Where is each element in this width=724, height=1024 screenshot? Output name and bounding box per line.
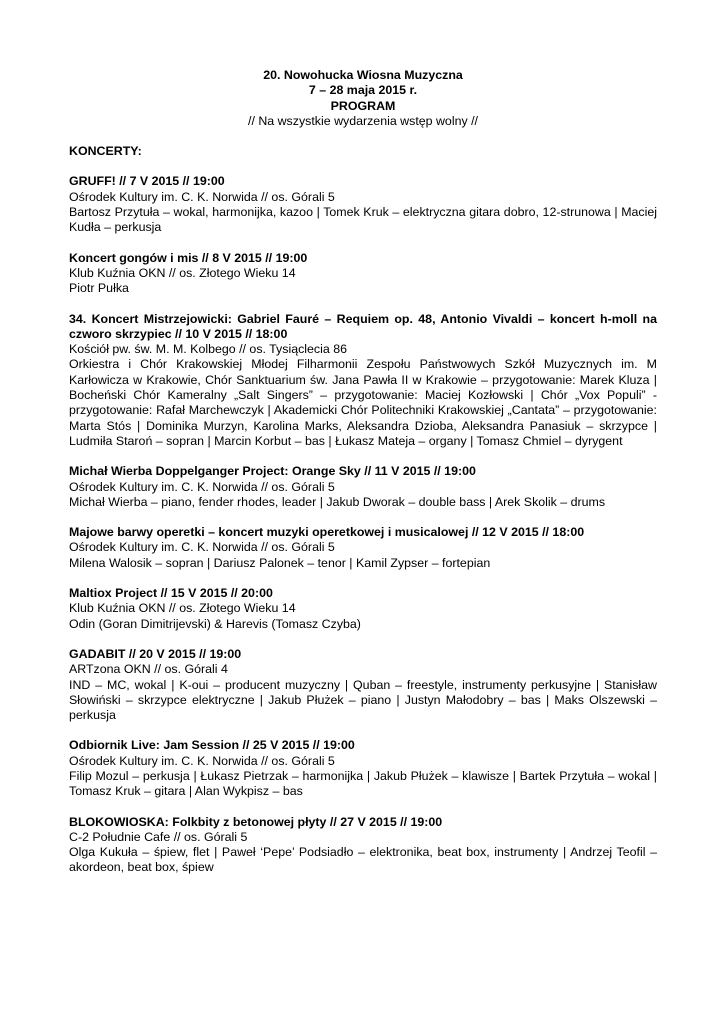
event-title: Maltiox Project // 15 V 2015 // 20:00: [69, 586, 273, 601]
event-performers: Milena Walosik – sopran | Dariusz Palonek – tenor | Kamil Zypser – fortepian: [69, 555, 491, 570]
event-title: Michał Wierba Doppelganger Project: Orange Sky // 11 V 2015 // 19:00: [69, 464, 476, 479]
event-venue: Ośrodek Kultury im. C. K. Norwida // os. Górali 5: [69, 479, 335, 494]
event-venue: Ośrodek Kultury im. C. K. Norwida // os. Górali 5: [69, 189, 335, 204]
event-block: [69, 586, 657, 632]
festival-dates: 7 – 28 maja 2015 r.: [308, 83, 418, 98]
event-block: [69, 251, 657, 297]
event-venue: Klub Kuźnia OKN // os. Złotego Wieku 14: [69, 265, 296, 280]
event-title: GADABIT // 20 V 2015 // 19:00: [69, 646, 242, 661]
event-performers: Piotr Pułka: [69, 281, 129, 296]
document-page: [69, 68, 657, 876]
program-heading: PROGRAM: [330, 98, 396, 113]
event-block: [69, 464, 657, 510]
event-performers: Orkiestra i Chór Krakowskiej Młodej Filharmonii Zespołu Państwowych Szkół Muzycznych im. M Karłowicza w Krakowie, Chór Sanktuarium św. Jana Pawła II w Krakowie – przygotowanie: Marek Kluza | Bocheński Chór Kameralny „Salt Singers” – przygotowanie: Maciej Kozłowski | Chór „Vox Populi” - przygotowanie: Rafał Marchewczyk | Akademicki Chór Politechniki Krakowskiej „Cantata” – przygotowanie: Marta Stós | Dominika Murzyn, Karolina Marks, Aleksandra Dzioba, Aleksandra Panasiuk – skrzypce | Ludmiła Staroń – sopran | Marcin Korbut – bas | Łukasz Mateja – organy | Tomasz Chmiel – dyrygent: [69, 357, 657, 448]
event-block: [69, 525, 657, 571]
event-title: Odbiornik Live: Jam Session // 25 V 2015 // 19:00: [69, 738, 355, 753]
event-title: Majowe barwy operetki – koncert muzyki operetkowej i musicalowej // 12 V 2015 // 18:00: [69, 525, 585, 540]
event-performers: Michał Wierba – piano, fender rhodes, leader | Jakub Dworak – double bass | Arek Skolik – drums: [69, 494, 606, 509]
event-title: GRUFF! // 7 V 2015 // 19:00: [69, 174, 225, 189]
event-venue: Klub Kuźnia OKN // os. Złotego Wieku 14: [69, 601, 296, 616]
event-block: [69, 647, 657, 723]
event-performers: Bartosz Przytuła – wokal, harmonijka, kazoo | Tomek Kruk – elektryczna gitara dobro, 12-strunowa | Maciej Kudła – perkusja: [69, 205, 657, 235]
event-block: [69, 312, 657, 450]
free-entry-note: // Na wszystkie wydarzenia wstęp wolny //: [248, 113, 478, 128]
event-block: [69, 174, 657, 235]
event-title: Koncert gongów i mis // 8 V 2015 // 19:00: [69, 250, 308, 265]
event-performers: IND – MC, wokal | K-oui – producent muzyczny | Quban – freestyle, instrumenty perkusyjne | Stanisław Słowiński – skrzypce elektryczne | Jakub Płużek – piano | Justyn Małodobry – bas | Maks Olszewski – perkusja: [69, 677, 657, 723]
event-block: [69, 738, 657, 799]
event-block: [69, 815, 657, 876]
event-performers: Olga Kukuła – śpiew, flet | Paweł ‘Pepe’ Podsiadło – elektronika, beat box, instrumenty | Andrzej Teofil – akordeon, beat box, śpiew: [69, 845, 657, 875]
festival-title: 20. Nowohucka Wiosna Muzyczna: [263, 68, 463, 82]
event-venue: Ośrodek Kultury im. C. K. Norwida // os. Górali 5: [69, 540, 335, 555]
event-venue: C-2 Południe Cafe // os. Górali 5: [69, 829, 248, 844]
event-title: 34. Koncert Mistrzejowicki: Gabriel Fauré – Requiem op. 48, Antonio Vivaldi – koncert h-moll na czworo skrzypiec // 10 V 2015 // 18:00: [69, 311, 657, 341]
event-title: BLOKOWIOSKA: Folkbity z betonowej płyty // 27 V 2015 // 19:00: [69, 814, 443, 829]
event-venue: Ośrodek Kultury im. C. K. Norwida // os. Górali 5: [69, 753, 335, 768]
event-venue: ARTzona OKN // os. Górali 4: [69, 662, 228, 677]
concerts-section-title: KONCERTY:: [69, 144, 142, 159]
event-performers: Odin (Goran Dimitrijevski) & Harevis (Tomasz Czyba): [69, 616, 361, 631]
event-performers: Filip Mozul – perkusja | Łukasz Pietrzak – harmonijka | Jakub Płużek – klawisze | Bartek Przytuła – wokal | Tomasz Kruk – gitara | Alan Wykpisz – bas: [69, 768, 657, 799]
event-venue: Kościół pw. św. M. M. Kolbego // os. Tysiąclecia 86: [69, 342, 347, 357]
